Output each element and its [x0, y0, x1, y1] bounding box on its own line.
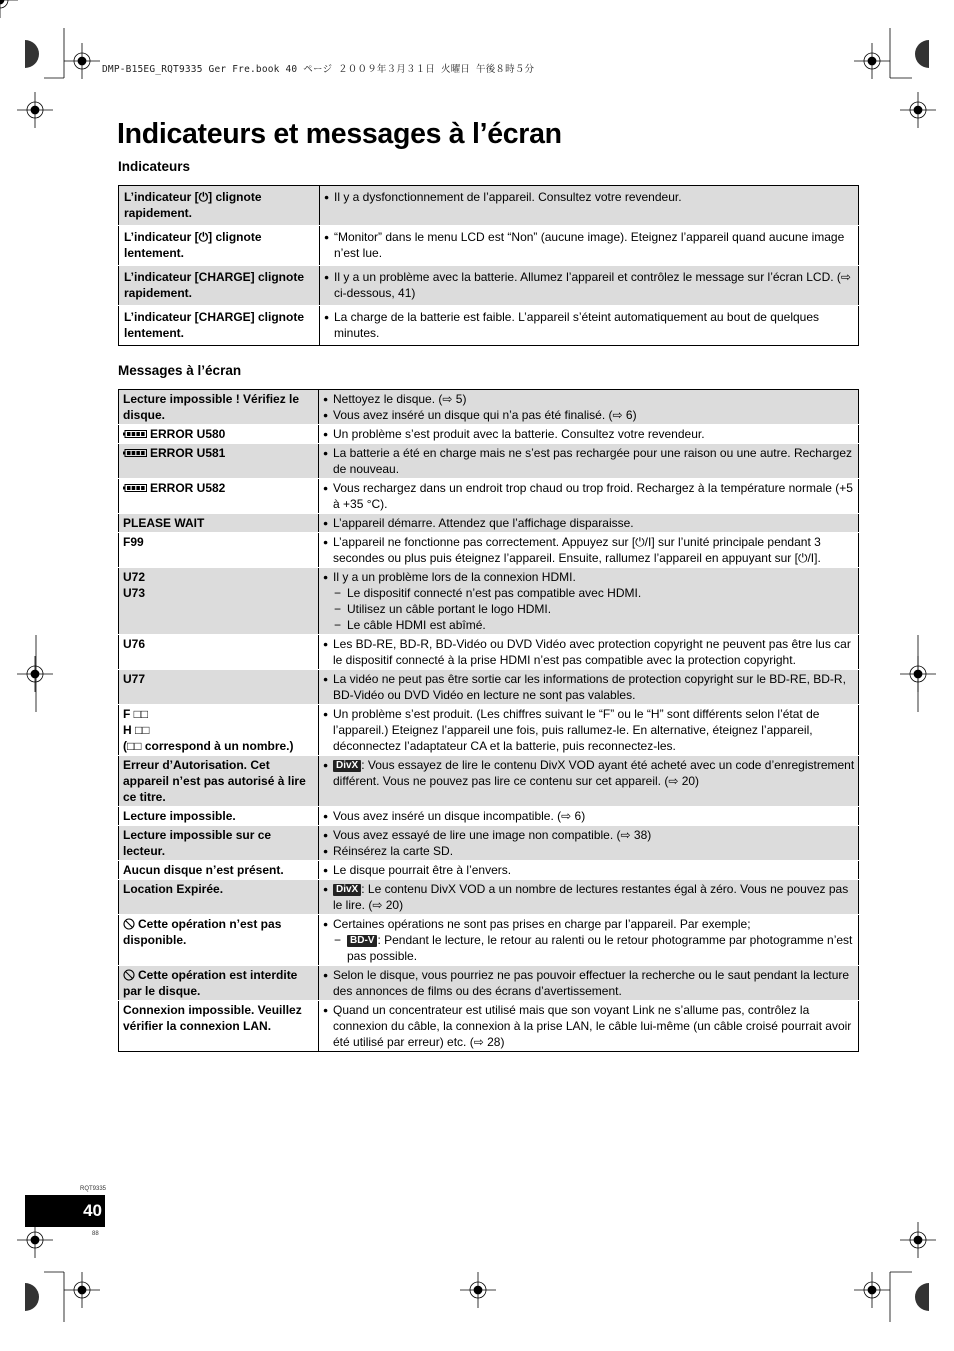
description-text: Un problème s’est produit. (Les chiffres suivant le “F” ou le “H” sont différents selon l’état de l’appareil.) Eteignez l’appareil une fois, puis rallumez-le. En alternative, éteignez l’appareil, déconnectez l’adaptateur CA et la batterie, puis reconnectez-les.	[333, 707, 820, 753]
table-row	[119, 226, 859, 266]
bullet-item	[323, 445, 855, 477]
message-label-cell	[119, 306, 320, 346]
description-text: Vous avez inséré un disque incompatible. (⇨ 6)	[333, 809, 586, 823]
description-text: Le câble HDMI est abîmé.	[347, 618, 486, 632]
bullet-item	[324, 309, 855, 341]
bullet-item	[323, 881, 855, 913]
message-description-cell	[319, 425, 859, 444]
table-row	[119, 807, 859, 826]
message-label-cell	[119, 1001, 319, 1052]
message-description-cell	[319, 444, 859, 479]
prohibited-icon	[123, 918, 135, 930]
message-label-cell	[119, 444, 319, 479]
message-label: L’indicateur [⏻] clignote rapidement.	[124, 190, 262, 220]
message-label: U77	[123, 672, 146, 686]
message-description-cell	[320, 266, 859, 306]
page-number-tab: 40	[25, 1195, 105, 1227]
message-description-cell	[319, 826, 859, 861]
message-description-cell	[319, 390, 859, 425]
message-label-cell	[119, 705, 319, 756]
message-label: ERROR U580	[150, 427, 226, 441]
message-description-cell	[319, 705, 859, 756]
table-row	[119, 826, 859, 861]
prohibited-icon	[123, 969, 135, 981]
description-text: Le disque pourrait être à l’envers.	[333, 863, 512, 877]
table-row	[119, 966, 859, 1001]
bullet-item	[323, 480, 855, 512]
message-label-cell	[119, 756, 319, 807]
bullet-item	[323, 967, 855, 999]
message-label-cell	[119, 186, 320, 226]
message-label-cell	[119, 390, 319, 425]
message-label: Erreur d’Autorisation. Cet appareil n’est pas autorisé à lire ce titre.	[123, 758, 306, 804]
message-description-cell	[319, 479, 859, 514]
message-label: Lecture impossible ! Vérifiez le disque.	[123, 392, 300, 422]
bullet-item	[323, 1002, 855, 1050]
bullet-item	[323, 671, 855, 703]
table-row	[119, 756, 859, 807]
message-label-cell	[119, 861, 319, 880]
description-text: Vous avez essayé de lire une image non compatible. (⇨ 38)	[333, 828, 652, 842]
message-label: Cette opération n’est pas disponible.	[123, 917, 282, 947]
bullet-item	[323, 515, 855, 531]
description-text: Il y a un problème avec la batterie. Allumez l’appareil et contrôlez le message sur l’écran LCD. (⇨ ci-dessous, 41)	[334, 270, 851, 300]
message-label: U76	[123, 637, 146, 651]
message-label-cell	[119, 635, 319, 670]
bullet-item	[323, 636, 855, 668]
message-label-cell	[119, 514, 319, 533]
table-row	[119, 479, 859, 514]
message-label-cell	[119, 568, 319, 635]
divx-badge: DivX	[333, 760, 361, 772]
message-description-cell	[319, 568, 859, 635]
table-row	[119, 390, 859, 425]
indicators-table	[118, 185, 859, 346]
message-label: ERROR U581	[150, 446, 226, 460]
message-description-cell	[320, 226, 859, 266]
description-text: Un problème s’est produit avec la batterie. Consultez votre revendeur.	[333, 427, 705, 441]
table-row	[119, 306, 859, 346]
message-description-cell	[319, 635, 859, 670]
bullet-item	[323, 862, 855, 878]
message-description-cell	[319, 915, 859, 966]
table-row	[119, 915, 859, 966]
message-label: Cette opération est interdite par le disque.	[123, 968, 298, 998]
message-label: L’indicateur [CHARGE] clignote lentement.	[124, 310, 305, 340]
description-text: Il y a un problème lors de la connexion HDMI.	[333, 570, 576, 584]
description-text: Selon le disque, vous pourriez ne pas pouvoir effectuer la recherche ou le saut pendant la lecture des annonces de films ou des écrans d’avertissement.	[333, 968, 850, 998]
bullet-item	[323, 808, 855, 824]
message-description-cell	[319, 880, 859, 915]
bullet-item	[324, 229, 855, 261]
table-row	[119, 425, 859, 444]
bullet-item	[323, 569, 855, 585]
message-label: U73	[123, 586, 146, 600]
table-row	[119, 1001, 859, 1052]
message-label-cell	[119, 479, 319, 514]
messages-table	[118, 389, 859, 1052]
bullet-item	[323, 757, 855, 789]
description-text: Certaines opérations ne sont pas prises en charge par l’appareil. Par exemple;	[333, 917, 751, 931]
battery-icon	[123, 449, 147, 457]
message-label: Lecture impossible sur ce lecteur.	[123, 828, 272, 858]
description-text: : Pendant le lecture, le retour au ralenti ou le retour photogramme par photogramme n’est pas possible.	[347, 933, 853, 963]
description-text: Nettoyez le disque. (⇨ 5)	[333, 392, 467, 406]
message-label-cell	[119, 807, 319, 826]
description-text: Vous avez inséré un disque qui n’a pas été finalisé. (⇨ 6)	[333, 408, 637, 422]
bullet-item	[323, 534, 855, 566]
description-text: “Monitor” dans le menu LCD est “Non” (aucune image). Eteignez l’appareil quand aucune image n’est lue.	[334, 230, 845, 260]
description-text: Il y a dysfonctionnement de l’appareil. Consultez votre revendeur.	[334, 190, 682, 204]
message-description-cell	[319, 533, 859, 568]
description-text: : Vous essayez de lire le contenu DivX VOD ayant été acheté avec un code d’enregistrement différent. Vous ne pouvez pas lire ce contenu sur cet appareil. (⇨ 20)	[333, 758, 855, 788]
message-description-cell	[319, 514, 859, 533]
table-row	[119, 266, 859, 306]
message-description-cell	[319, 756, 859, 807]
message-description-cell	[319, 1001, 859, 1052]
description-text: : Le contenu DivX VOD a un nombre de lectures restantes égal à zéro. Vous ne pouvez pas le lire. (⇨ 20)	[333, 882, 849, 912]
message-label: F □□	[123, 707, 149, 721]
dash-item	[323, 617, 855, 633]
message-label-cell	[119, 880, 319, 915]
message-label: L’indicateur [⏻] clignote lentement.	[124, 230, 262, 260]
bullet-item	[323, 916, 855, 932]
bullet-item	[323, 827, 855, 843]
divx-badge: DivX	[333, 884, 361, 896]
message-description-cell	[320, 186, 859, 226]
message-label: F99	[123, 535, 144, 549]
message-description-cell	[319, 966, 859, 1001]
message-description-cell	[319, 807, 859, 826]
message-description-cell	[319, 861, 859, 880]
battery-icon	[123, 430, 147, 438]
dash-item	[323, 601, 855, 617]
dash-item	[323, 932, 855, 964]
book-file-header: DMP-B15EG_RQT9335 Ger Fre.book 40 ページ ２００９年３月３１日 火曜日 午後８時５分	[102, 64, 535, 75]
message-label: ERROR U582	[150, 481, 226, 495]
description-text: Les BD-RE, BD-R, BD-Vidéo ou DVD Vidéo avec protection copyright ne peuvent pas être lus car le dispositif connecté à la prise HDMI n’est pas compatible avec la protection copyright.	[333, 637, 851, 667]
message-label: Aucun disque n’est présent.	[123, 863, 284, 877]
table-row	[119, 635, 859, 670]
message-label-cell	[119, 425, 319, 444]
description-text: La vidéo ne peut pas être sortie car les informations de protection copyright sur le BD-RE, BD-R, BD-Vidéo ou DVD Vidéo en lecture ne sont pas valables.	[333, 672, 846, 702]
description-text: Le dispositif connecté n’est pas compatible avec HDMI.	[347, 586, 642, 600]
message-label-cell	[119, 826, 319, 861]
description-text: La charge de la batterie est faible. L’appareil s’éteint automatiquement au bout de quelques minutes.	[334, 310, 820, 340]
dash-item	[323, 585, 855, 601]
message-label-cell	[119, 966, 319, 1001]
description-text: Vous rechargez dans un endroit trop chaud ou trop froid. Rechargez à la température normale (+5 à +35 °C).	[333, 481, 853, 511]
bullet-item	[323, 391, 855, 407]
table-row	[119, 568, 859, 635]
message-label-cell	[119, 670, 319, 705]
message-label: Lecture impossible.	[123, 809, 236, 823]
description-text: Utilisez un câble portant le logo HDMI.	[347, 602, 552, 616]
table-row	[119, 533, 859, 568]
description-text: L’appareil démarre. Attendez que l’affichage disparaisse.	[333, 516, 634, 530]
table-row	[119, 514, 859, 533]
bullet-item	[324, 189, 855, 205]
bullet-item	[323, 407, 855, 423]
bullet-item	[323, 706, 855, 754]
message-label-cell	[119, 915, 319, 966]
bullet-item	[323, 426, 855, 442]
section-title-indicateurs: Indicateurs	[118, 159, 191, 174]
message-label: U72	[123, 570, 146, 584]
message-label-cell	[119, 226, 320, 266]
battery-icon	[123, 484, 147, 492]
table-row	[119, 444, 859, 479]
table-row	[119, 880, 859, 915]
bullet-item	[323, 843, 855, 859]
section-title-messages: Messages à l’écran	[118, 363, 242, 378]
message-description-cell	[320, 306, 859, 346]
description-text: Réinsérez la carte SD.	[333, 844, 454, 858]
page-title: Indicateurs et messages à l’écran	[117, 118, 562, 150]
description-text: Quand un concentrateur est utilisé mais que son voyant Link ne s’allume pas, contrôlez la connexion du câble, la connexion à la prise LAN, le câble lui-même (un câble croisé pourrait avoir été utilisé par erreur) etc. (⇨ 28)	[333, 1003, 852, 1049]
bd-video-badge: BD-V	[347, 935, 377, 947]
message-label: (□□ correspond à un nombre.)	[123, 739, 294, 753]
description-text: L’appareil ne fonctionne pas correctement. Appuyez sur [⏻/I] sur l’unité principale pendant 3 secondes ou plus puis éteignez l’appareil. Ensuite, rallumez l’appareil en appuyant sur [⏻/I].	[333, 535, 821, 565]
message-description-cell	[319, 670, 859, 705]
bullet-item	[324, 269, 855, 301]
table-row	[119, 186, 859, 226]
message-label: Location Expirée.	[123, 882, 224, 896]
table-row	[119, 705, 859, 756]
message-label: Connexion impossible. Veuillez vérifier la connexion LAN.	[123, 1003, 302, 1033]
description-text: La batterie a été en charge mais ne s’est pas rechargée pour une raison ou une autre. Rechargez de nouveau.	[333, 446, 852, 476]
message-label-cell	[119, 533, 319, 568]
doc-code: RQT9335	[80, 1186, 107, 1192]
message-label: PLEASE WAIT	[123, 516, 205, 530]
message-label: H □□	[123, 723, 150, 737]
table-row	[119, 670, 859, 705]
small-page-number: 88	[92, 1231, 99, 1237]
table-row	[119, 861, 859, 880]
message-label: L’indicateur [CHARGE] clignote rapidement.	[124, 270, 305, 300]
message-label-cell	[119, 266, 320, 306]
